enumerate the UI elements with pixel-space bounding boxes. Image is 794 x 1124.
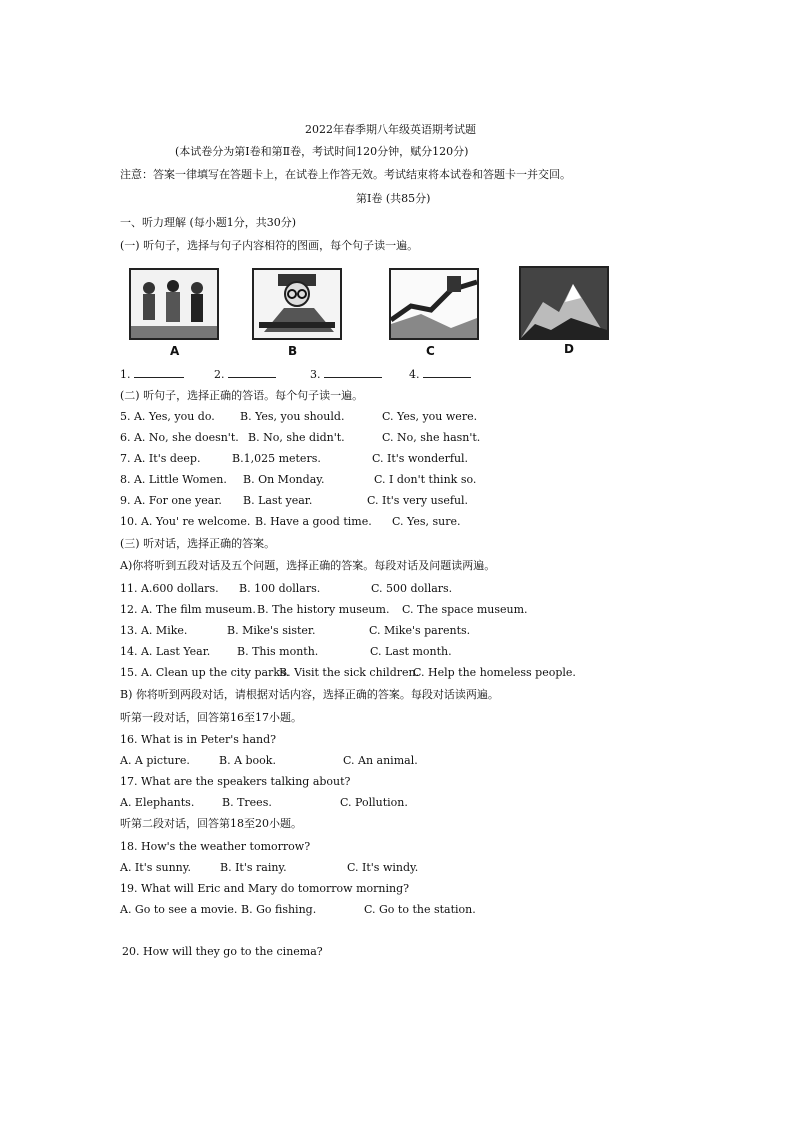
- dialog2-instruction: 听第二段对话，回答第18至20小题。: [120, 817, 302, 830]
- question-8-option-c: C. I don't think so.: [374, 473, 477, 486]
- question-18: 18. How's the weather tomorrow?: [120, 840, 311, 853]
- question-11-option-a: 11. A.600 dollars.: [120, 582, 219, 595]
- question-12-option-c: C. The space museum.: [402, 603, 528, 616]
- question-17-option-b: B. Trees.: [222, 796, 272, 809]
- question-7-option-b: B.1,025 meters.: [232, 452, 321, 465]
- question-6-option-b: B. No, she didn't.: [248, 431, 345, 444]
- question-15-option-c: C. Help the homeless people.: [413, 666, 576, 679]
- picture-d: [519, 266, 609, 340]
- question-17: 17. What are the speakers talking about?: [120, 775, 351, 788]
- question-16: 16. What is in Peter's hand?: [120, 733, 277, 746]
- question-10-option-b: B. Have a good time.: [255, 515, 372, 528]
- question-17-option-c: C. Pollution.: [340, 796, 408, 809]
- section1-sub2: (二) 听句子，选择正确的答语。每个句子读一遍。: [120, 389, 364, 402]
- answer-blank-4: 4.: [409, 367, 471, 382]
- question-5-option-a: 5. A. Yes, you do.: [120, 410, 215, 423]
- question-14-option-a: 14. A. Last Year.: [120, 645, 211, 658]
- question-15-option-b: B. Visit the sick children.: [279, 666, 420, 679]
- question-13-option-b: B. Mike's sister.: [227, 624, 316, 637]
- great-wall-illustration: [391, 270, 477, 338]
- question-10-option-c: C. Yes, sure.: [392, 515, 461, 528]
- question-6-option-c: C. No, she hasn't.: [382, 431, 481, 444]
- section1-sub3a: A)你将听到五段对话及五个问题，选择正确的答案。每段对话及问题读两遍。: [120, 559, 496, 572]
- question-18-option-a: A. It's sunny.: [120, 861, 192, 874]
- exam-title: 2022年春季期八年级英语期考试题: [305, 123, 476, 136]
- picture-label-c: C: [426, 344, 435, 358]
- question-14-option-b: B. This month.: [237, 645, 319, 658]
- answer-blank-2: 2.: [214, 367, 276, 382]
- question-18-option-c: C. It's windy.: [347, 861, 419, 874]
- question-13-option-a: 13. A. Mike.: [120, 624, 188, 637]
- question-6-option-a: 6. A. No, she doesn't.: [120, 431, 239, 444]
- question-9-option-a: 9. A. For one year.: [120, 494, 222, 507]
- picture-a: [129, 268, 219, 340]
- question-7-option-c: C. It's wonderful.: [372, 452, 469, 465]
- question-18-option-b: B. It's rainy.: [220, 861, 287, 874]
- section1-sub1: (一) 听句子，选择与句子内容相符的图画，每个句子读一遍。: [120, 239, 419, 252]
- question-12-option-b: B. The history museum.: [257, 603, 390, 616]
- question-20: 20. How will they go to the cinema?: [122, 945, 323, 958]
- question-9-option-b: B. Last year.: [243, 494, 313, 507]
- question-16-option-b: B. A book.: [219, 754, 276, 767]
- section1-heading: 一、听力理解 (每小题1分，共30分): [120, 216, 297, 229]
- exam-subtitle: (本试卷分为第Ⅰ卷和第Ⅱ卷，考试时间120分钟，赋分120分): [175, 145, 469, 158]
- question-5-option-b: B. Yes, you should.: [240, 410, 345, 423]
- question-15-option-a: 15. A. Clean up the city parks.: [120, 666, 290, 679]
- question-11-option-b: B. 100 dollars.: [239, 582, 321, 595]
- question-8-option-a: 8. A. Little Women.: [120, 473, 227, 486]
- question-19: 19. What will Eric and Mary do tomorrow morning?: [120, 882, 410, 895]
- part-title: 第Ⅰ卷 (共85分): [356, 192, 431, 205]
- question-7-option-a: 7. A. It's deep.: [120, 452, 201, 465]
- question-5-option-c: C. Yes, you were.: [382, 410, 478, 423]
- picture-label-d: D: [564, 342, 574, 356]
- people-group-illustration: [131, 270, 217, 338]
- question-8-option-b: B. On Monday.: [243, 473, 325, 486]
- question-9-option-c: C. It's very useful.: [367, 494, 469, 507]
- answer-blank-1: 1.: [120, 367, 184, 382]
- question-10-option-a: 10. A. You' re welcome.: [120, 515, 251, 528]
- question-17-option-a: A. Elephants.: [120, 796, 195, 809]
- question-19-option-b: B. Go fishing.: [241, 903, 317, 916]
- exam-notice: 注意：答案一律填写在答题卡上，在试卷上作答无效。考试结束将本试卷和答题卡一并交回。: [120, 168, 571, 181]
- picture-label-b: B: [288, 344, 298, 358]
- question-16-option-c: C. An animal.: [343, 754, 418, 767]
- question-14-option-c: C. Last month.: [370, 645, 452, 658]
- question-11-option-c: C. 500 dollars.: [371, 582, 453, 595]
- question-19-option-a: A. Go to see a movie.: [120, 903, 238, 916]
- answer-blank-3: 3.: [310, 367, 382, 382]
- picture-c: [389, 268, 479, 340]
- question-19-option-c: C. Go to the station.: [364, 903, 476, 916]
- question-13-option-c: C. Mike's parents.: [369, 624, 471, 637]
- picture-b: [252, 268, 342, 340]
- section1-sub3: (三) 听对话，选择正确的答案。: [120, 537, 276, 550]
- mountain-illustration: [521, 268, 607, 338]
- section1-sub3b: B) 你将听到两段对话，请根据对话内容，选择正确的答案。每段对话读两遍。: [120, 688, 499, 701]
- question-12-option-a: 12. A. The film museum.: [120, 603, 256, 616]
- question-16-option-a: A. A picture.: [120, 754, 190, 767]
- dialog1-instruction: 听第一段对话，回答第16至17小题。: [120, 711, 302, 724]
- picture-label-a: A: [170, 344, 180, 358]
- person-at-desk-illustration: [254, 270, 340, 338]
